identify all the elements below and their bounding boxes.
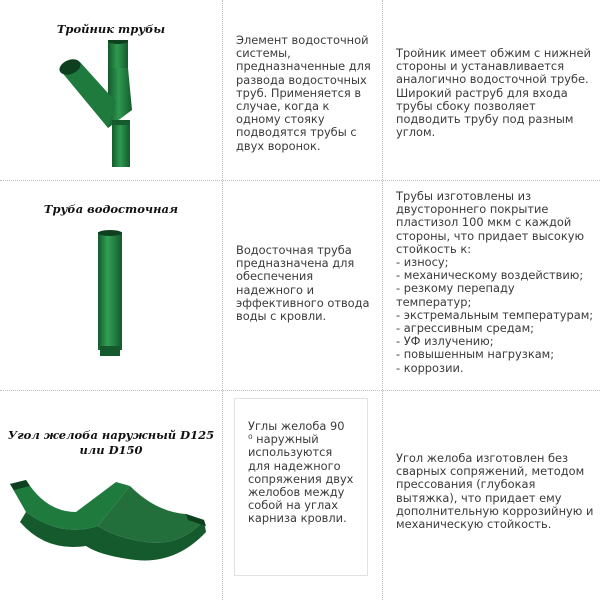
table-row [0,180,600,390]
row-divider [0,390,600,391]
product-cell [0,0,222,180]
pipe-tee-icon [50,40,160,170]
product-title: Тройник трубы [56,22,166,36]
purpose-cell [222,180,382,390]
details-text: Тройник имеет обжим с нижней стороны и устанавливается аналогично водосточной трубе. Широкий раструб для входа трубы сбоку позволяет подводить трубу под разным углом. [396,46,591,140]
product-title: Труба водосточная [43,202,179,216]
purpose-cell [222,390,382,600]
product-cell [0,180,222,390]
column-divider [382,0,383,600]
downpipe-icon [90,228,130,358]
gutter-corner-icon [6,472,211,572]
table-row [0,390,600,600]
product-title: Угол желоба наружный D125 или D150 [7,428,215,457]
details-text: Угол желоба изготовлен без сварных сопряжений, методом прессования (глубокая вытяжка), что придает ему дополнительную коррозийную и механическую стойкость. [396,451,594,532]
product-cell [0,390,222,600]
purpose-cell [222,0,382,180]
purpose-text: Элемент водосточной системы, предназначенные для развода водосточных труб. Применяется в случае, когда к одному стояку подводятся трубы с двух воронок. [236,33,371,153]
purpose-text: Водосточная труба предназначена для обеспечения надежного и эффективного отвода воды с кровли. [236,243,370,324]
details-cell [382,0,600,180]
column-divider [222,0,223,600]
details-text: Трубы изготовлены из двустороннего покрытие пластизол 100 мкм с каждой стороны, что придает высокую стойкость к: - износу; - механическому воздействию; - резкому перепаду температур; - экстремальным температурам; - агрессивным средам; - УФ излучению; - повышенным нагрузкам; - коррозии. [396,189,594,375]
purpose-text: Углы желоба 90 ⁰ наружный используются для надежного сопряжения двух желобов между собой на углах карниза кровли. [248,419,354,526]
row-divider [0,180,600,181]
table-row [0,0,600,180]
details-cell [382,180,600,390]
details-cell [382,390,600,600]
